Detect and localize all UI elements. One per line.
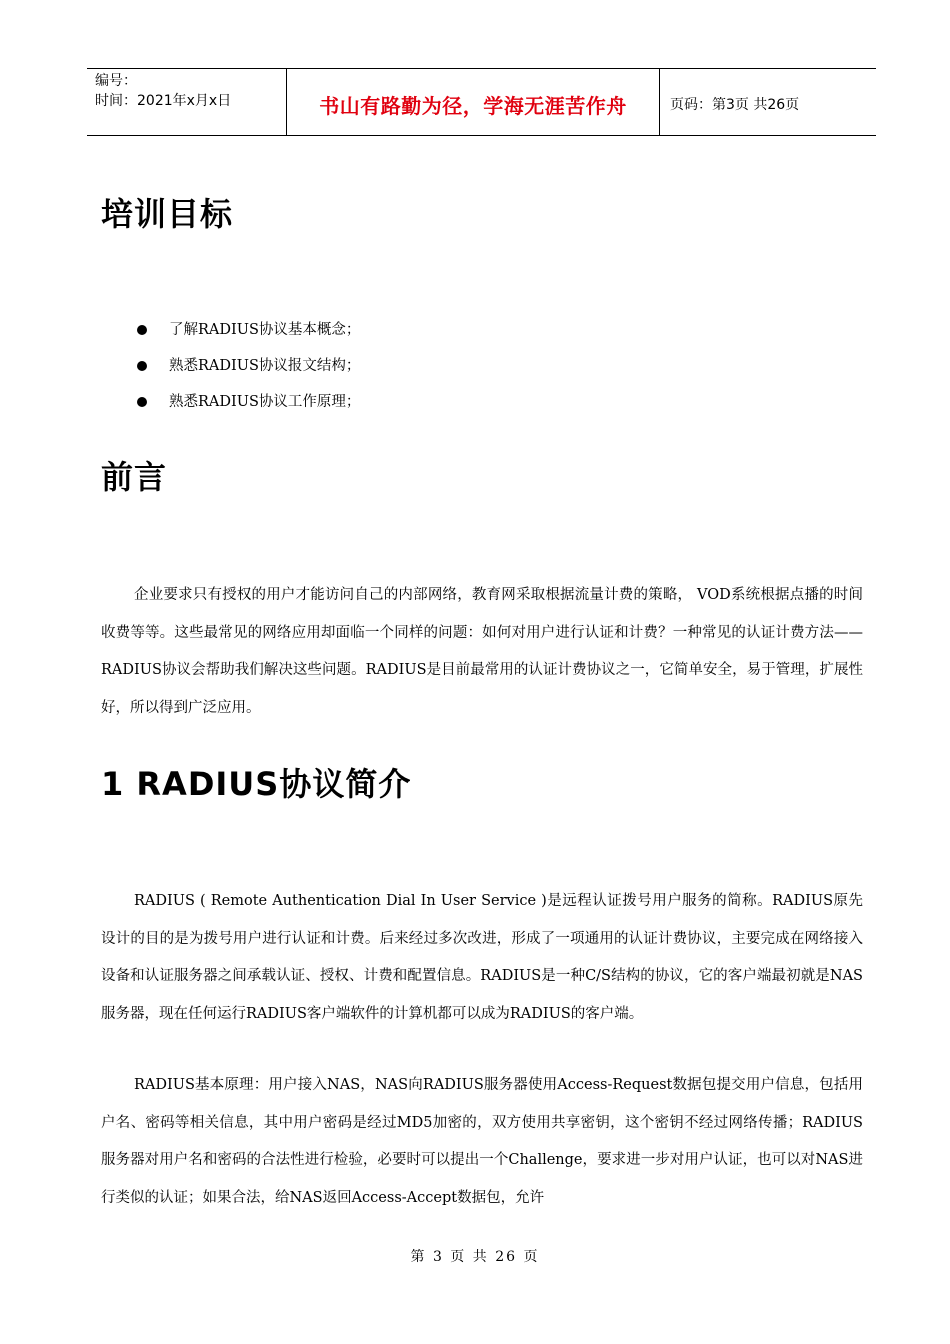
- header-motto: 书山有路勤为径，学海无涯苦作舟: [287, 69, 660, 135]
- list-item: [137, 390, 360, 426]
- list-item: [137, 354, 360, 390]
- bullet-icon: [137, 361, 147, 371]
- intro-heading: 1 RADIUS协议简介: [101, 765, 412, 803]
- header-meta: [87, 69, 287, 135]
- list-item-text: 熟悉RADIUS协议报文结构；: [169, 358, 361, 374]
- preface-heading: 前言: [101, 458, 168, 496]
- list-item: [137, 318, 360, 354]
- page-footer: 第 3 页 共 26 页: [410, 1249, 540, 1265]
- header-number: 编号：: [95, 73, 137, 89]
- bullet-icon: [137, 397, 147, 407]
- bullet-icon: [137, 325, 147, 335]
- header-page-number: 页码：第3页 共26页: [670, 97, 800, 113]
- page-header: [87, 68, 876, 136]
- intro-paragraph-1: RADIUS ( Remote Authentication Dial In User Service )是远程认证拨号用户服务的简称。RADIUS原先设计的目的是为拨号用户进行认证和计费。后来经过多次改进，形成了一项通用的认证计费协议，主要完成在网络接入设备和认证服务器之间承载认证、授权、计费和配置信息。RADIUS是一种C/S结构的协议，它的客户端最初就是NAS服务器，现在任何运行RADIUS客户端软件的计算机都可以成为RADIUS的客户端。: [101, 893, 863, 1022]
- list-item-text: 了解RADIUS协议基本概念；: [169, 322, 361, 338]
- header-time: 时间：2021年x月x日: [95, 93, 232, 109]
- intro-paragraph-2: RADIUS基本原理：用户接入NAS，NAS向RADIUS服务器使用Access-Request数据包提交用户信息，包括用户名、密码等相关信息，其中用户密码是经过MD5加密的，双方使用共享密钥，这个密钥不经过网络传播；RADIUS服务器对用户名和密码的合法性进行检验，必要时可以提出一个Challenge，要求进一步对用户认证，也可以对NAS进行类似的认证；如果合法，给NAS返回Access-Accept数据包，允许: [101, 1077, 863, 1206]
- list-item-text: 熟悉RADIUS协议工作原理；: [169, 394, 361, 410]
- goals-heading: 培训目标: [101, 195, 234, 233]
- goals-list: [137, 318, 360, 426]
- preface-paragraph: 企业要求只有授权的用户才能访问自己的内部网络，教育网采取根据流量计费的策略， VOD系统根据点播的时间收费等等。这些最常见的网络应用却面临一个同样的问题：如何对用户进行认证和计费？一种常见的认证计费方法——RADIUS协议会帮助我们解决这些问题。RADIUS是目前最常用的认证计费协议之一，它简单安全，易于管理，扩展性好，所以得到广泛应用。: [101, 587, 863, 716]
